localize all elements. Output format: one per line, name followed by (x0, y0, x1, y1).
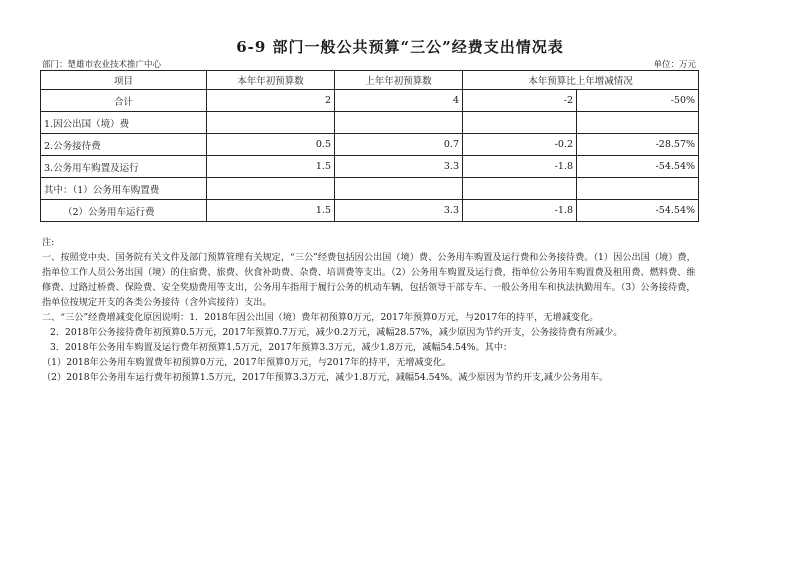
row-current (207, 112, 335, 134)
row-change (463, 178, 577, 200)
row-previous: 3.3 (335, 200, 463, 222)
table-row (41, 178, 699, 200)
header-current-budget: 本年年初预算数 (207, 71, 335, 90)
table-row (41, 112, 699, 134)
row-current: 0.5 (207, 134, 335, 156)
row-label: 其中：（1）公务用车购置费 (41, 178, 207, 200)
table-header-row (41, 71, 699, 90)
row-pct: -50% (577, 90, 699, 112)
row-change (463, 112, 577, 134)
notes-heading: 注: (42, 237, 55, 248)
row-label: 1.因公出国（境）费 (41, 112, 207, 134)
row-previous: 4 (335, 90, 463, 112)
row-pct (577, 112, 699, 134)
row-pct (577, 178, 699, 200)
notes-paragraph: （1）2018年公务用车购置费年初预算0万元，2017年预算0万元，与2017年的持平，无增减变化。 (42, 357, 452, 368)
notes-paragraph: 2．2018年公务接待费年初预算0.5万元，2017年预算0.7万元，减少0.2万元，减幅28.57%，减少原因为节约开支，公务接待费有所减少。 (50, 327, 623, 338)
table-row (41, 156, 699, 178)
row-current: 1.5 (207, 156, 335, 178)
row-pct: -54.54% (577, 156, 699, 178)
row-previous: 0.7 (335, 134, 463, 156)
table-row (41, 134, 699, 156)
row-label: 合计 (41, 90, 207, 112)
row-change: -1.8 (463, 156, 577, 178)
header-change: 本年预算比上年增减情况 (463, 71, 699, 90)
row-label: 3.公务用车购置及运行 (41, 156, 207, 178)
notes-section (42, 235, 702, 385)
row-previous: 3.3 (335, 156, 463, 178)
row-change: -0.2 (463, 134, 577, 156)
header-item: 项目 (41, 71, 207, 90)
three-public-expense-table (40, 70, 699, 222)
table-row (41, 90, 699, 112)
row-pct: -28.57% (577, 134, 699, 156)
row-label: （2）公务用车运行费 (41, 200, 207, 222)
row-previous (335, 178, 463, 200)
table-row (41, 200, 699, 222)
row-pct: -54.54% (577, 200, 699, 222)
notes-paragraph: 3．2018年公务用车购置及运行费年初预算1.5万元，2017年预算3.3万元，减少1.8万元，减幅54.54%。其中： (50, 342, 513, 353)
row-current: 2 (207, 90, 335, 112)
row-label: 2.公务接待费 (41, 134, 207, 156)
row-change: -2 (463, 90, 577, 112)
row-current: 1.5 (207, 200, 335, 222)
row-current (207, 178, 335, 200)
header-previous-budget: 上年年初预算数 (335, 71, 463, 90)
notes-paragraph: （2）2018年公务用车运行费年初预算1.5万元，2017年预算3.3万元，减少1.8万元，减幅54.54%。减少原因为节约开支,减少公务用车。 (42, 372, 609, 383)
department-label: 部门：楚雄市农业技术推广中心 (42, 60, 162, 70)
notes-paragraph: 二、“三公”经费增减变化原因说明：1．2018年因公出国（境）费年初预算0万元，2017年预算0万元，与2017年的持平，无增减变化。 (42, 312, 599, 323)
unit-label: 单位：万元 (653, 60, 696, 70)
notes-paragraph: 一、按照党中央、国务院有关文件及部门预算管理有关规定，“三公”经费包括因公出国（境）费、公务用车购置及运行费和公务接待费。（1）因公出国（境）费，指单位工作人员公务出国（境）的住宿费、旅费、伙食补助费、杂费、培训费等支出。（2）公务用车购置及运行费，指单位公务用车购置费及租用费、燃料费、维修费、过路过桥费、保险费、安全奖励费用等支出，公务用车指用于履行公务的机动车辆，包括领导干部专车、一般公务用车和执法执勤用车。（3）公务接待费，指单位按规定开支的各类公务接待（含外宾接待）支出。 (42, 252, 696, 308)
row-previous (335, 112, 463, 134)
page-title: 6-9 部门一般公共预算“三公”经费支出情况表 (236, 38, 564, 56)
row-change: -1.8 (463, 200, 577, 222)
